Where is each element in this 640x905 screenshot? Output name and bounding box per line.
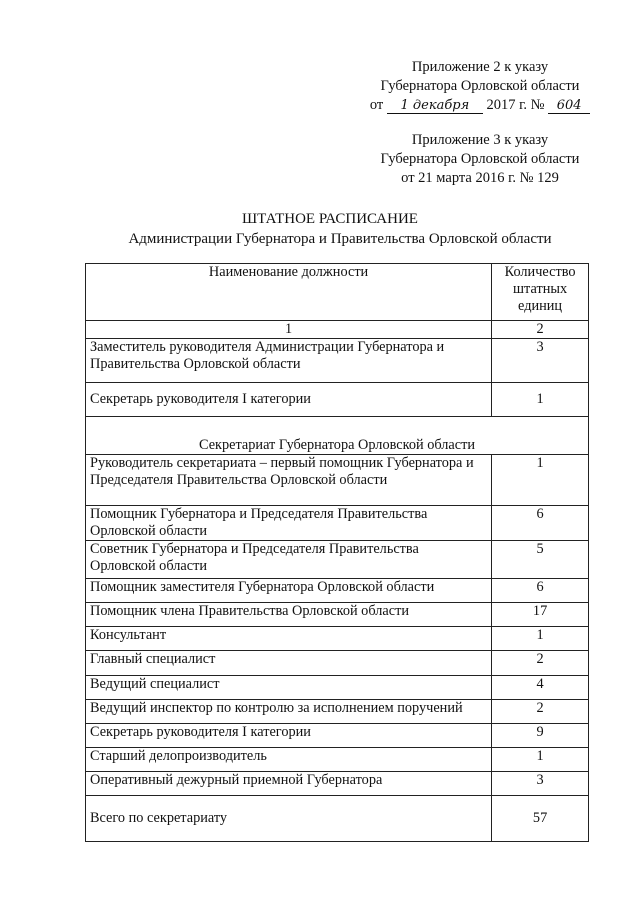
table-row: [86, 651, 589, 676]
count-cell: 3: [492, 772, 589, 796]
position-cell: Главный специалист: [86, 651, 492, 676]
count-cell: 4: [492, 676, 589, 700]
position-cell: Ведущий инспектор по контролю за исполнением поручений: [86, 700, 492, 724]
position-cell: Секретарь руководителя I категории: [86, 383, 492, 417]
table-row: [86, 724, 589, 748]
table-row: [86, 506, 589, 541]
prev-attachment-line-3: от 21 марта 2016 г. № 129: [401, 170, 559, 186]
column-number-row: [86, 321, 589, 339]
table-row: [86, 700, 589, 724]
count-cell: 1: [492, 383, 589, 417]
handwritten-number: 604: [548, 98, 590, 114]
position-cell: Консультант: [86, 627, 492, 651]
position-cell: Старший делопроизводитель: [86, 748, 492, 772]
section-title-row: [86, 417, 589, 455]
table-row: [86, 579, 589, 603]
staff-schedule-table: [85, 263, 589, 842]
attachment-current-header: [360, 58, 600, 115]
table-row: [86, 339, 589, 383]
table-row: [86, 383, 589, 417]
table-row: [86, 603, 589, 627]
position-cell: Помощник члена Правительства Орловской области: [86, 603, 492, 627]
position-cell: Заместитель руководителя Администрации Губернатора и Правительства Орловской области: [86, 339, 492, 383]
count-column-header: Количество штатных единиц: [492, 264, 589, 321]
total-count: 57: [492, 796, 589, 842]
attachment-date-line: [360, 96, 600, 115]
attachment-line-2: Губернатора Орловской области: [380, 78, 580, 94]
handwritten-date: 1 декабря: [387, 98, 483, 114]
position-cell: Ведущий специалист: [86, 676, 492, 700]
position-cell: Советник Губернатора и Председателя Правительства Орловской области: [86, 541, 492, 579]
document-subtitle: Администрации Губернатора и Правительства Орловской области: [128, 231, 552, 247]
prev-attachment-line-2: Губернатора Орловской области: [380, 151, 580, 167]
position-cell: Оперативный дежурный приемной Губернатора: [86, 772, 492, 796]
count-cell: 1: [492, 627, 589, 651]
document-title: ШТАТНОЕ РАСПИСАНИЕ: [242, 211, 418, 227]
year-text: 2017 г. №: [486, 97, 545, 113]
count-cell: 2: [492, 651, 589, 676]
count-cell: 1: [492, 748, 589, 772]
column-number-1: 1: [86, 321, 492, 339]
count-cell: 3: [492, 339, 589, 383]
table-row: [86, 455, 589, 506]
total-label: Всего по секретариату: [86, 796, 492, 842]
attachment-previous-header: [360, 131, 600, 188]
count-cell: 6: [492, 579, 589, 603]
count-cell: 6: [492, 506, 589, 541]
count-cell: 1: [492, 455, 589, 506]
total-row: [86, 796, 589, 842]
table-row: [86, 541, 589, 579]
attachment-line-1: Приложение 2 к указу: [411, 59, 549, 75]
section-title: Секретариат Губернатора Орловской области: [86, 417, 589, 455]
count-cell: 9: [492, 724, 589, 748]
column-number-2: 2: [492, 321, 589, 339]
table-row: [86, 676, 589, 700]
position-column-header: Наименование должности: [86, 264, 492, 321]
position-cell: Руководитель секретариата – первый помощник Губернатора и Председателя Правительства Орловской области: [86, 455, 492, 506]
table-row: [86, 748, 589, 772]
table-row: [86, 627, 589, 651]
table-header-row: [86, 264, 589, 321]
prev-attachment-line-1: Приложение 3 к указу: [411, 132, 549, 148]
position-cell: Секретарь руководителя I категории: [86, 724, 492, 748]
count-cell: 5: [492, 541, 589, 579]
count-cell: 17: [492, 603, 589, 627]
table-row: [86, 772, 589, 796]
date-prefix: от: [369, 97, 384, 113]
position-cell: Помощник Губернатора и Председателя Правительства Орловской области: [86, 506, 492, 541]
position-cell: Помощник заместителя Губернатора Орловской области: [86, 579, 492, 603]
count-cell: 2: [492, 700, 589, 724]
